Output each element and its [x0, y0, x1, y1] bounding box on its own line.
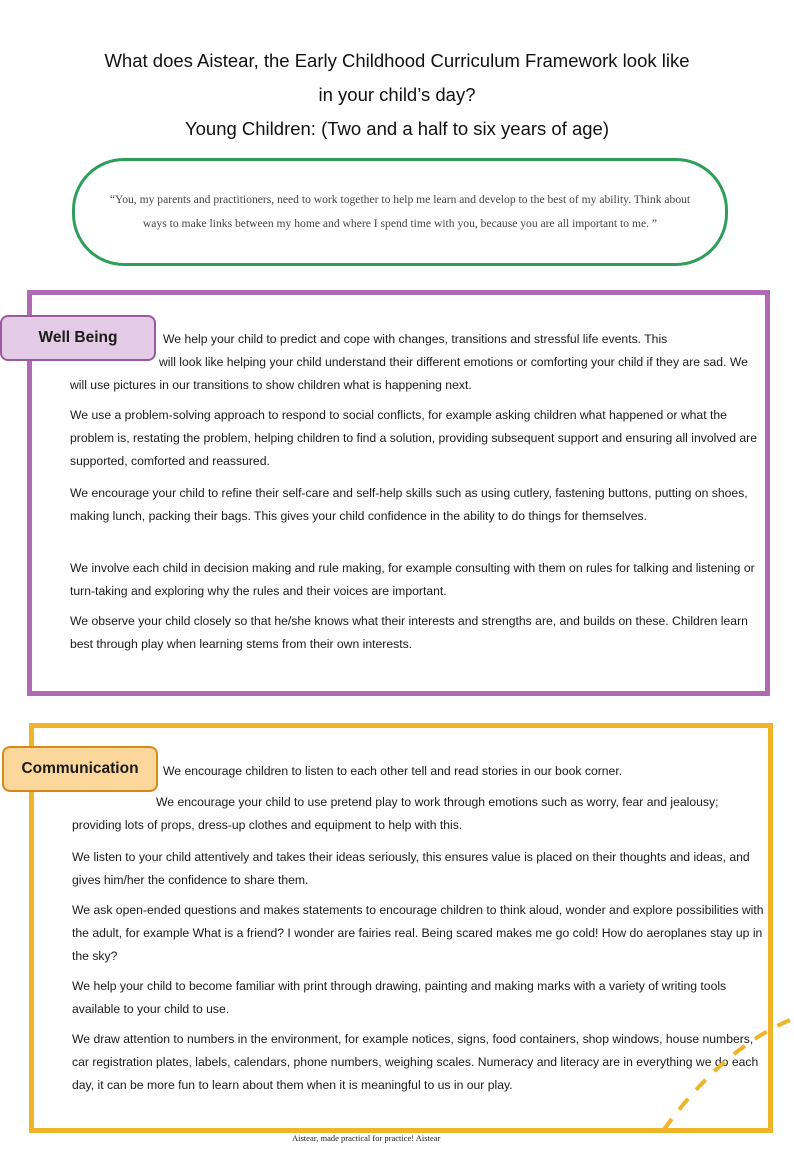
decorative-swoosh	[640, 1010, 794, 1140]
well-being-para-4: We involve each child in decision making and rule making, for example consulting with them on rules for talking and listening or turn-taking and exploring why the rules and their voices are important.	[70, 561, 755, 598]
footer-tagline: Aistear, made practical for practice! Aistear	[292, 1133, 441, 1143]
well-being-para-2: We use a problem-solving approach to respond to social conflicts, for example asking children what happened or what the problem is, restating the problem, helping children to find a solution, providing subsequent support and ensuring all involved are supported, comforted and reassured.	[70, 408, 757, 468]
well-being-para-3: We encourage your child to refine their self-care and self-help skills such as using cutlery, fastening buttons, putting on shoes, making lunch, packing their bags. This gives your child confidence in the ability to do things for themselves.	[70, 486, 748, 523]
page-title	[0, 44, 794, 146]
communication-para-1: We encourage children to listen to each other tell and read stories in our book corner.	[163, 764, 623, 778]
communication-label: Communication	[2, 746, 158, 792]
title-line-1: What does Aistear, the Early Childhood Curriculum Framework look like	[104, 50, 690, 71]
communication-para-5: We help your child to become familiar with print through drawing, painting and making marks with a variety of writing tools available to your child to use.	[72, 979, 727, 1016]
title-line-2: in your child’s day?	[318, 84, 476, 105]
well-being-para-1-line-1: We help your child to predict and cope with changes, transitions and stressful life events. This	[163, 332, 668, 346]
communication-para-2: We encourage your child to use pretend play to work through emotions such as worry, fear and jealousy; providing lots of props, dress-up clothes and equipment to help with this.	[72, 795, 719, 832]
child-quote-box	[72, 158, 728, 266]
communication-para-6: We draw attention to numbers in the environment, for example notices, signs, food containers, shop windows, house numbers, car registration plates, labels, calendars, phone numbers, weighing scales. Numeracy and literacy are in everything we do each day, it can be more fun to learn about them when it is meaningful to us in our play.	[72, 1032, 759, 1092]
child-quote-text: “You, my parents and practitioners, need to work together to help me learn and develop to the best of my ability. Think about ways to make links between my home and where I spend time with you, because you are all important to me. ”	[109, 193, 691, 230]
well-being-label: Well Being	[0, 315, 156, 361]
communication-para-3: We listen to your child attentively and takes their ideas seriously, this ensures value is placed on their thoughts and ideas, and gives him/her the confidence to share them.	[72, 850, 750, 887]
well-being-para-5: We observe your child closely so that he/she knows what their interests and strengths are, and builds on these. Children learn best through play when learning stems from their own interests.	[70, 614, 748, 651]
title-line-3: Young Children: (Two and a half to six years of age)	[184, 118, 610, 139]
communication-para-4: We ask open-ended questions and makes statements to encourage children to think aloud, wonder and explore possibilities with the adult, for example What is a friend? I wonder are fairies real. Being scared makes me go cold! How do aeroplanes stay up in the sky?	[72, 903, 764, 963]
well-being-para-1-rest: will look like helping your child understand their different emotions or comforting your child if they are sad. We will use pictures in our transitions to show children what is happening next.	[70, 355, 748, 392]
